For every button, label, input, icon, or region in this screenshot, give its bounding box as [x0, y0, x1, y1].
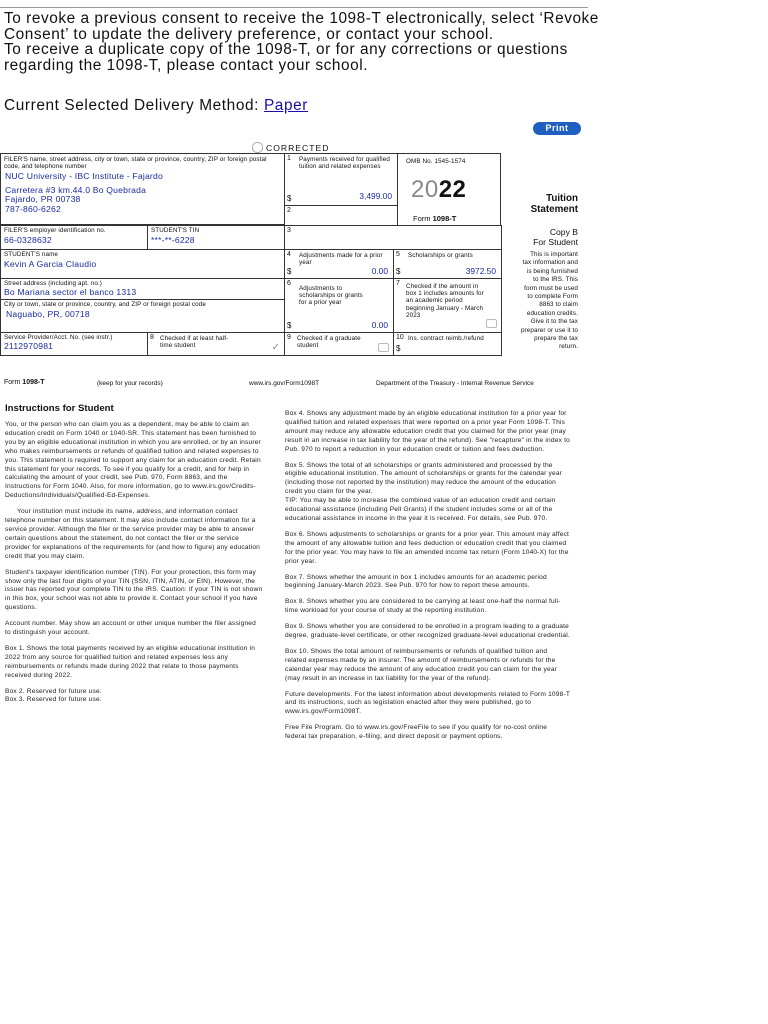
copy-b-block — [502, 227, 578, 352]
print-button[interactable]: Print — [533, 122, 581, 135]
box-5-amount: 3972.50 — [465, 266, 496, 276]
box-8-label: Checked if at least half-time student — [160, 335, 229, 350]
box-1-label: Payments received for qualified tuition and related expenses — [299, 156, 390, 171]
box-3-number: 3 — [287, 227, 291, 234]
form-word: Form — [413, 214, 431, 223]
street-value: Bo Mariana sector el banco 1313 — [4, 287, 137, 298]
intro-text — [4, 11, 604, 73]
box-6-amount: 0.00 — [371, 320, 388, 330]
box-10-label: Ins. contract reimb./refund — [408, 335, 484, 342]
delivery-method-label: Current Selected Delivery Method: — [4, 97, 260, 114]
box-6-dollar: $ — [287, 321, 292, 330]
instructions-paragraph: Box 9. Shows whether you are considered to be enrolled in a program leading to a graduate degree, graduate-level certificate, or other recognized graduate-level educational credential. — [285, 623, 570, 640]
instructions-paragraph: You, or the person who can claim you as a dependent, may be able to claim an education credit on Form 1040 or 1040-SR. This statement has been furnished to you by an eligible educational institution in which you are enrolled, or by an insurer who makes reimbursements or refunds of qualified tuition and related expenses to you. This statement is required to support any claim for an education credit. Retain this statement for your records. To see if you qualify for a credit, and for help in calculating the amount of your credit, see Pub. 970, Form 8863, and the Instructions for Form 1040. Also, for more information, go to www.irs.gov/Credits-Deductions/Individuals/Qualified-Ed-Expenses. — [5, 421, 261, 500]
instructions-paragraph: Box 7. Shows whether the amount in box 1 includes amounts for an academic period beginning January-March 2023. See Pub. 970 for how to report these amounts. — [285, 573, 547, 590]
corrected-checkbox-row — [252, 142, 329, 153]
box-4-amount: 0.00 — [371, 266, 388, 276]
box-9 — [284, 332, 394, 356]
account-box — [0, 332, 148, 356]
account-value: 2112970981 — [4, 341, 54, 352]
tax-year — [411, 176, 466, 204]
box-4-number: 4 — [287, 251, 291, 258]
footer-form-number: 1098-T — [22, 379, 45, 386]
revoke-consent-text: To revoke a previous consent to receive the 1098-T electronically, select ‘Revoke Consent’ to update the delivery preference, or contact your school. — [4, 10, 599, 43]
box-9-checkbox[interactable] — [378, 343, 389, 352]
student-name-box — [0, 249, 285, 279]
box-1-number: 1 — [287, 155, 291, 162]
box-4 — [284, 249, 394, 279]
box-5-number: 5 — [396, 251, 400, 258]
box-8-number: 8 — [150, 334, 154, 341]
box-5-label: Scholarships or grants — [408, 252, 473, 259]
tax-year-prefix: 20 — [411, 176, 439, 203]
student-name: Kevin A Garcia Claudio — [4, 259, 97, 270]
filer-address-1: Carretera #3 km.44.0 Bo Quebrada — [5, 184, 147, 195]
filer-label: FILER'S name, street address, city or town, state or province, country, ZIP or foreign postal code, and telephone number — [4, 156, 267, 171]
street-label: Street address (including apt. no.) — [4, 280, 103, 287]
box-5-dollar: $ — [396, 267, 401, 276]
copy-b-text: This is important tax information and is being furnished to the IRS. This form must be used to complete Form 8863 to claim education credits. Give it to the tax preparer or use it to prepare the tax return. — [520, 251, 578, 351]
instructions-paragraph: Student's taxpayer identification number (TIN). For your protection, this form may show only the last four digits of your TIN (SSN, ITIN, ATIN, or EIN). However, the issuer has reported your complete TIN to the IRS. Caution: If your TIN is not shown in this box, your school was not able to provide it. Contact your school if you have questions. — [5, 568, 263, 612]
copy-b-for: For Student — [533, 237, 578, 247]
street-box — [0, 278, 285, 300]
footer-url: www.irs.gov/Form1098T — [249, 380, 320, 387]
copy-b-title: Copy B — [549, 227, 578, 237]
city-box — [0, 299, 285, 333]
instructions-paragraph: Box 3. Reserved for future use. — [5, 696, 102, 704]
box-2-number: 2 — [287, 207, 291, 214]
filer-phone: 787-860-6262 — [5, 203, 61, 214]
box-3 — [284, 225, 502, 250]
box-1 — [284, 153, 398, 206]
filer-box — [0, 153, 285, 225]
filer-address-2: Fajardo, PR 00738 — [5, 194, 81, 205]
box-10 — [393, 332, 502, 356]
box-7-number: 7 — [396, 280, 400, 287]
box-2 — [284, 205, 398, 226]
box-8 — [147, 332, 285, 356]
box-7-checkbox[interactable] — [486, 319, 497, 328]
ein-box — [0, 225, 148, 250]
instructions-paragraph: Box 8. Shows whether you are considered to be carrying at least one-half the normal full-time workload for your course of study at the reporting institution. — [285, 598, 561, 615]
footer-keep: (keep for your records) — [97, 380, 163, 387]
instructions-paragraph: Box 5. Shows the total of all scholarships or grants administered and processed by the eligible educational institution. The amount of scholarships or grants for the calendar year (including those not reported by the institution) may reduce the amount of the education credit you claim for the year. TIP: You may be able to increase the combined value of an education credit and certain educational assistance (including Pell Grants) if the student includes some or all of the educational assistance in income in the year it is received. For details, see Pub. 970. — [285, 461, 563, 522]
box-6 — [284, 278, 394, 333]
instructions-paragraph: Box 2. Reserved for future use. — [5, 687, 102, 695]
instructions-paragraph: Box 1. Shows the total payments received by an eligible educational institution in 2022 from any source for qualified tuition and related expenses less any reimbursements or refunds made during 2022 that relate to those payments received during 2022. — [5, 644, 256, 679]
footer-form — [4, 379, 44, 386]
instructions-paragraph: Future developments. For the latest information about developments related to Form 1098-T and its instructions, such as legislation enacted after they were published, go to www.irs.gov/Form1098T. — [285, 690, 570, 716]
instructions-paragraph: Your institution must include its name, address, and information contact telephone number on this statement. It may also include contact information for a service provider. Although the filer or the service provider may be able to answer certain questions about the statement, do not contact the filer or the service provider for explanations of the requirements for (and how to figure) any education credit that you may claim. — [5, 508, 261, 560]
box-10-number: 10 — [396, 334, 404, 341]
form-1098t — [0, 153, 588, 373]
delivery-method-link[interactable]: Paper — [263, 97, 309, 114]
omb-number: OMB No. 1545-1574 — [406, 158, 466, 165]
tin-label: STUDENT'S TIN — [151, 227, 200, 234]
city-value: Naguabo, PR, 00718 — [6, 309, 90, 320]
box-1-dollar: $ — [287, 194, 292, 203]
form-title-2: Statement — [530, 204, 578, 215]
corrected-checkbox — [252, 142, 263, 153]
form-title-1: Tuition — [546, 193, 578, 204]
box-9-label: Checked if a graduate student — [297, 335, 361, 350]
form-number-label — [413, 214, 456, 223]
filer-name: NUC University - IBC Institute - Fajardo — [5, 171, 163, 182]
form-number: 1098-T — [432, 214, 457, 223]
footer-department: Department of the Treasury - Internal Revenue Service — [376, 380, 534, 387]
box-10-dollar: $ — [396, 344, 401, 353]
account-label: Service Provider/Acct. No. (see instr.) — [4, 334, 113, 341]
box-5 — [393, 249, 502, 279]
tax-year-suffix: 22 — [438, 176, 467, 203]
ein-value: 66-0328632 — [4, 235, 52, 246]
student-name-label: STUDENT'S name — [4, 251, 59, 258]
instructions-heading: Instructions for Student — [5, 403, 114, 414]
tin-value: ***-**-6228 — [151, 235, 195, 246]
box-8-checkmark-icon[interactable]: ✓ — [271, 342, 280, 353]
instructions-paragraph: Box 10. Shows the total amount of reimbursements or refunds of qualified tuition and related expenses made by an insurer. The amount of reimbursements or refunds for the calendar year may reduce the amount of any education credit you can claim for the year (may result in an increase in tax liability for the year of the refund). — [285, 647, 558, 682]
box-1-amount: 3,499.00 — [359, 191, 392, 201]
form-title — [502, 193, 578, 215]
corrected-label: CORRECTED — [266, 143, 330, 153]
box-7-label: Checked if the amount in box 1 includes amounts for an academic period beginning January - March 2023 — [406, 283, 484, 319]
ein-label: FILER'S employer identification no. — [4, 227, 106, 234]
box-7 — [393, 278, 502, 333]
tin-box — [147, 225, 285, 250]
top-divider — [0, 7, 588, 8]
footer-form-word: Form — [4, 379, 21, 386]
box-6-number: 6 — [287, 280, 291, 287]
box-9-number: 9 — [287, 334, 291, 341]
omb-box — [397, 153, 501, 226]
instructions-paragraph: Free File Program. Go to www.irs.gov/FreeFile to see if you qualify for no-cost online federal tax preparation, e-filing, and direct deposit or payment options. — [285, 724, 548, 741]
instructions-paragraph: Box 4. Shows any adjustment made by an eligible educational institution for a prior year for qualified tuition and related expenses that were reported on a prior year Form 1098-T. This amount may reduce any allowable education credit that you claimed for the prior year (may result in an increase in tax liability for the year of the refund). See "recapture" in the index to Pub. 970 to report a reduction in your education credit or tuition and fees deduction. — [285, 410, 570, 453]
duplicate-copy-text: To receive a duplicate copy of the 1098-T, or for any corrections or questions regarding the 1098-T, please contact your school. — [4, 41, 568, 74]
instructions-right-column — [285, 410, 570, 749]
box-6-label: Adjustments to scholarships or grants for a prior year — [299, 285, 363, 307]
box-4-label: Adjustments made for a prior year — [299, 252, 383, 267]
instructions-paragraph: Box 6. Shows adjustments to scholarships or grants for a prior year. This amount may affect the amount of any allowable tuition and fees deduction or education credit that you claimed for the prior year. You may have to file an amended income tax return (Form 1040-X) for the prior year. — [285, 530, 570, 565]
box-4-dollar: $ — [287, 267, 292, 276]
delivery-method — [4, 97, 308, 115]
instructions-left-column — [5, 421, 263, 712]
instructions-paragraph: Account number. May show an account or other unique number the filer assigned to distinguish your account. — [5, 620, 257, 637]
city-label: City or town, state or province, country, and ZIP or foreign postal code — [4, 301, 206, 308]
